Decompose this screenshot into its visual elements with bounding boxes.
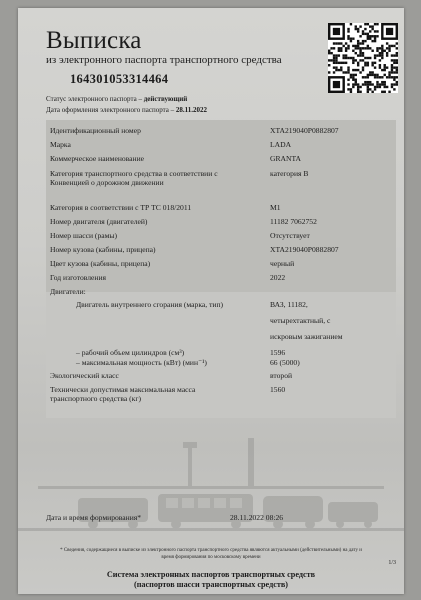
footer-title-line: (паспортов шасси транспортных средств): [133, 580, 289, 589]
power-value: 66 (5000): [270, 358, 300, 367]
row-label: Номер кузова (кабины, прицепа): [50, 245, 156, 254]
status-value: действующий: [143, 95, 188, 103]
row-label: Год изготовления: [50, 273, 107, 282]
mass-label: Технически допустимая максимальная масса транспортного средства (кг): [50, 385, 196, 403]
page-title: Выписка: [46, 27, 142, 54]
footnote: * Сведения, содержащиеся в выписке из электронного паспорта транспортного средства являются актуальными (действительными) на дату и время формирования по московскому времени: [60, 548, 362, 560]
row-value: GRANTA: [270, 154, 302, 163]
footer-title-line: Система электронных паспортов транспортных средств: [106, 570, 316, 579]
eco-label: Экологический класс: [50, 371, 119, 380]
engine-value-line: ВАЗ, 11182,: [270, 300, 308, 309]
row-value: 11182 7062752: [270, 217, 317, 226]
row-label: Двигатели:: [50, 287, 86, 296]
engine-value: [270, 300, 390, 341]
row-label: Коммерческое наименование: [50, 154, 145, 163]
row-value: 2022: [270, 273, 286, 282]
document-page: [18, 8, 404, 594]
status-label: Статус электронного паспорта –: [46, 95, 144, 103]
date-label: Дата оформления электронного паспорта –: [46, 106, 176, 114]
volume-value: 1596: [270, 348, 286, 357]
engine-title: Двигатель внутреннего сгорания (марка, тип): [76, 300, 224, 309]
page-subtitle: из электронного паспорта транспортного средства: [46, 54, 282, 66]
status-line: [46, 95, 187, 103]
mass-value: 1560: [270, 385, 286, 394]
date-value: 28.11.2022: [175, 106, 207, 114]
background-transport-illustration: [18, 428, 404, 548]
passport-number: 164301053314464: [70, 72, 169, 86]
qr-code-icon: [328, 23, 398, 93]
formed-label: Дата и время формирования*: [46, 513, 142, 522]
row-value: LADA: [270, 140, 292, 149]
row-value: M1: [270, 203, 281, 212]
page-number: 1/3: [388, 560, 396, 566]
footer-title: [38, 570, 384, 590]
row-value: черный: [270, 259, 295, 268]
date-line: [46, 106, 207, 114]
row-label: Категория транспортного средства в соответствии с Конвенцией о дорожном движении: [50, 169, 218, 187]
row-label: Номер шасси (рамы): [50, 231, 118, 240]
engine-value-line: четырехтактный, с: [270, 316, 331, 325]
row-label: Марка: [50, 140, 71, 149]
row-label: Идентификационный номер: [50, 126, 141, 135]
row-value: XTA219040P0882807: [270, 126, 339, 135]
volume-label: – рабочий объем цилиндров (см³): [76, 348, 185, 357]
row-value: Отсутствует: [270, 231, 310, 240]
engine-value-line: искровым зажиганием: [270, 332, 343, 341]
row-label: Цвет кузова (кабины, прицепа): [50, 259, 151, 268]
row-value: категория В: [270, 169, 309, 178]
eco-value: второй: [270, 371, 293, 380]
power-label: – максимальная мощность (кВт) (мин⁻¹): [76, 358, 207, 367]
row-label: Номер двигателя (двигателей): [50, 217, 148, 226]
formed-value: 28.11.2022 08:26: [230, 513, 284, 522]
row-value: XTA219040P0882807: [270, 245, 339, 254]
row-label: Категория в соответствии с ТР ТС 018/2011: [50, 203, 192, 212]
